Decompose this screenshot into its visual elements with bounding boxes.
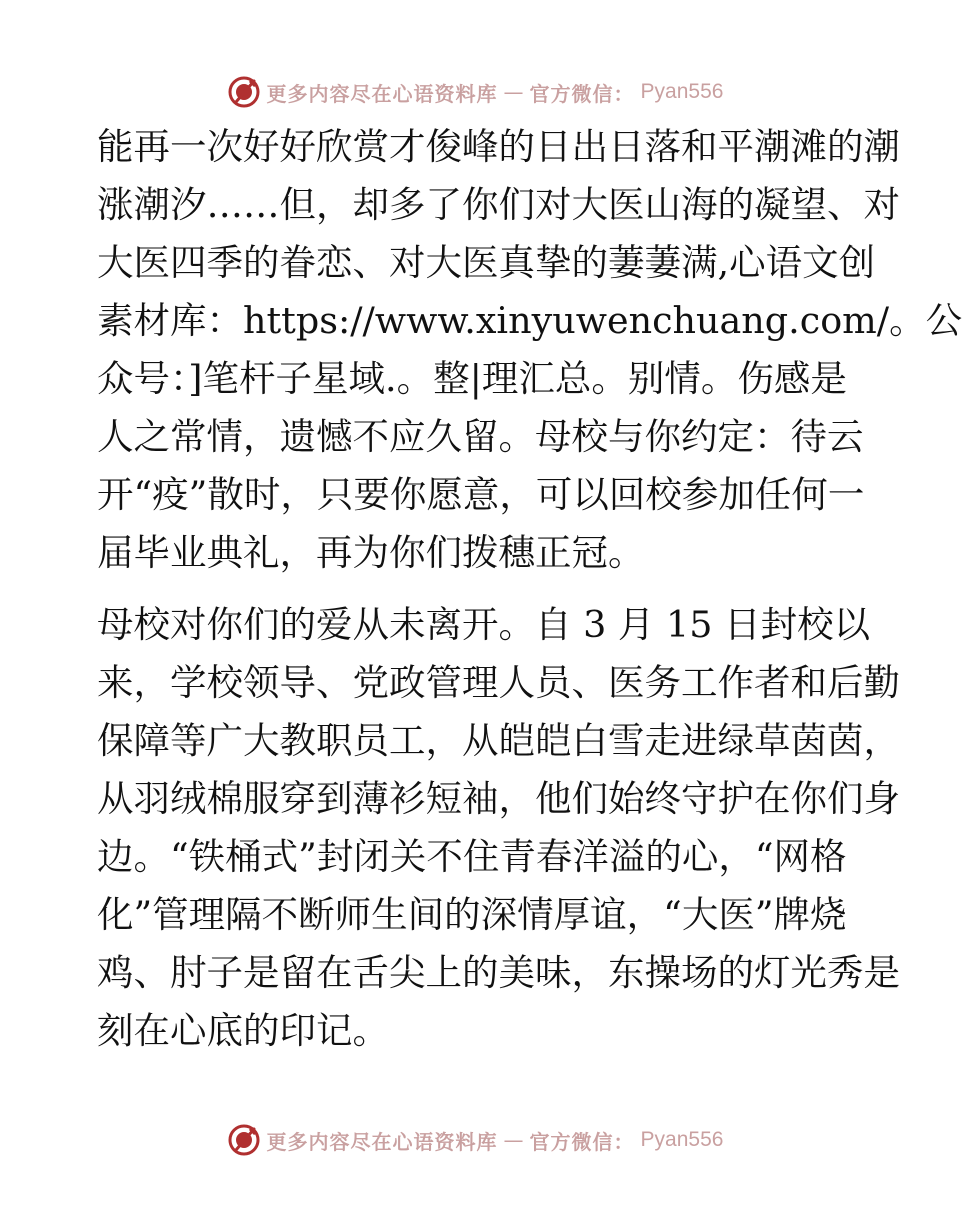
banner-wechat-id: Pyan556 xyxy=(640,80,724,103)
text-line: 素材库：https://www.xinyuwenchuang.com/。公 xyxy=(97,299,962,342)
text-line: 开“疫”散时，只要你愿意，可以回校参加任何一 xyxy=(97,473,865,516)
text-line: 众号：]笔杆子星域.。整|理汇总。别情。伤感是 xyxy=(97,357,847,400)
text-line: 大医四季的眷恋、对大医真挚的萋萋满,心语文创 xyxy=(97,241,876,284)
banner-wechat-id: Pyan556 xyxy=(640,1128,724,1151)
text-line: 边。“铁桶式”封闭关不住青春洋溢的心，“网格 xyxy=(97,835,847,878)
header-banner xyxy=(0,72,950,112)
paragraph-2 xyxy=(97,596,900,1060)
text-line: 人之常情，遗憾不应久留。母校与你约定：待云 xyxy=(97,415,864,458)
paragraph-gap xyxy=(97,582,849,596)
banner-separator: — xyxy=(503,80,524,104)
footer-banner xyxy=(0,1120,950,1160)
text-line: 母校对你们的爱从未离开。自 3 月 15 日封校以 xyxy=(97,603,871,646)
text-line: 从羽绒棉服穿到薄衫短袖，他们始终守护在你们身 xyxy=(97,777,900,820)
document-body xyxy=(97,118,962,1060)
text-line: 届毕业典礼，再为你们拨穗正冠。 xyxy=(97,531,645,574)
banner-main-text: 更多内容尽在心语资料库 xyxy=(266,81,498,106)
banner-wechat-label: 官方微信： xyxy=(529,1129,635,1154)
banner-separator: — xyxy=(503,1128,524,1152)
paragraph-1 xyxy=(97,118,962,582)
text-line: 来，学校领导、党政管理人员、医务工作者和后勤 xyxy=(97,661,900,704)
banner-main-text: 更多内容尽在心语资料库 xyxy=(266,1129,498,1154)
text-line: 鸡、肘子是留在舌尖上的美味，东操场的灯光秀是 xyxy=(97,951,900,994)
text-line: 刻在心底的印记。 xyxy=(97,1009,389,1052)
text-line: 能再一次好好欣赏才俊峰的日出日落和平潮滩的潮 xyxy=(97,125,900,168)
pen-seal-logo-icon xyxy=(227,1123,261,1157)
text-line: 保障等广大教职员工，从皑皑白雪走进绿草茵茵， xyxy=(97,719,900,762)
banner-wechat-label: 官方微信： xyxy=(529,81,635,106)
text-line: 涨潮汐……但，却多了你们对大医山海的凝望、对 xyxy=(97,183,900,226)
pen-seal-logo-icon xyxy=(227,75,261,109)
text-line: 化”管理隔不断师生间的深情厚谊，“大医”牌烧 xyxy=(97,893,847,936)
